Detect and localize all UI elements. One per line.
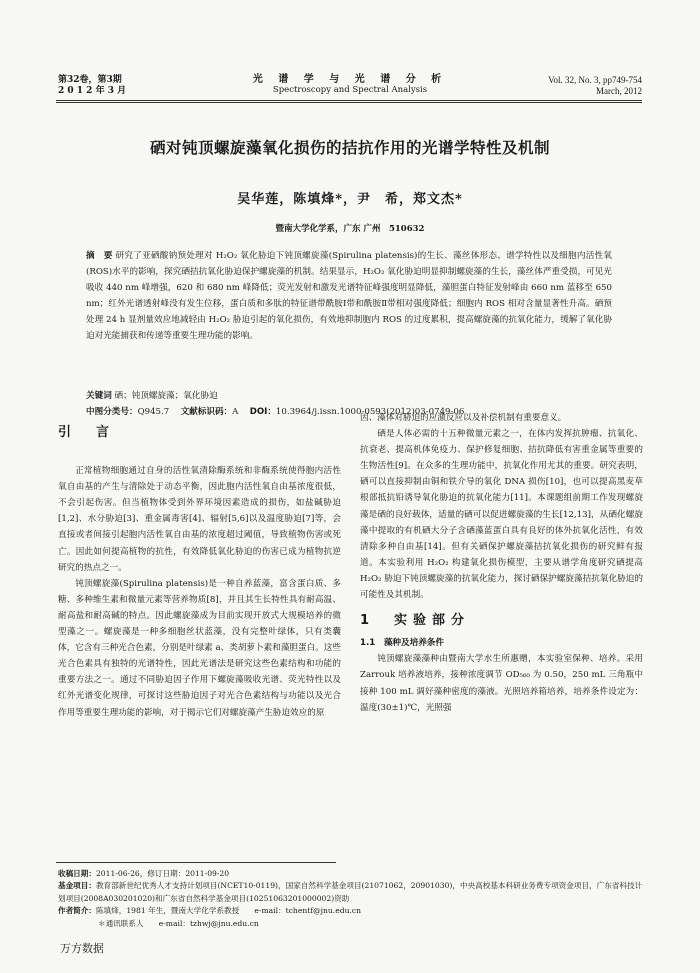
paper-title: 硒对钝顶螺旋藻氧化损伤的拮抗作用的光谱学特性及机制 bbox=[149, 139, 550, 157]
abstract bbox=[86, 248, 612, 345]
author-bio-label: 作者简介： bbox=[58, 906, 96, 916]
corresponding-author: ＊通讯联系人 e-mail：tzhwj@jnu.edu.cn bbox=[98, 918, 259, 928]
abstract-label: 摘 要 bbox=[86, 251, 113, 261]
author-list: 吴华莲，陈填烽*，尹 希，郑文杰* bbox=[237, 192, 463, 207]
watermark: 万方数据 bbox=[60, 942, 104, 955]
doc-code-value: A bbox=[232, 407, 239, 417]
section-experimental-heading: 1 实验部分 bbox=[360, 613, 471, 629]
doi-value: 10.3964/j.issn.1000-0593(2012)03-0749-06 bbox=[275, 407, 465, 417]
right-column bbox=[360, 410, 643, 716]
doc-code-label: 文献标识码： bbox=[180, 407, 233, 417]
date-en: March, 2012 bbox=[596, 86, 642, 96]
fund-text: 教育部新世纪优秀人才支持计划项目(NCET10-0119)，国家自然科学基金项目(21071062，20901030)，中央高校基本科研业务费专项资金项目，广东省科技计划项目(2008A030201020)和广东省自然科学基金项目(10251063201000002)资助 bbox=[58, 881, 643, 903]
volume-issue-en: Vol. 32, No. 3, pp749-754 bbox=[548, 75, 642, 85]
header-volume-en bbox=[548, 75, 642, 97]
date-cn: 2 0 1 2 年 3 月 bbox=[58, 86, 127, 96]
header-journal bbox=[240, 74, 460, 96]
intro-paragraph-continued: 因、藻体对胁迫的应激反应以及补偿机制有重要意义。 bbox=[360, 413, 567, 423]
received-date: 2011-06-26，修订日期：2011-09-20 bbox=[95, 869, 230, 878]
intro-paragraph-2: 钝顶螺旋藻(Spirulina platensis)是一种自养蓝藻，富含蛋白质、多糖、多种维生素和微量元素等营养物质[8]，并且其生长特性具有耐高温、耐高盐和耐高碱的特点。因此螺旋藻成为目前实现开放式大规模培养的微型藻之一。螺旋藻是一种多细胞丝状蓝藻，没有完整叶绿体，只有类囊体，它含有三种光合色素，分别是叶绿素 a、类胡萝卜素和藻胆蛋白。这些光合色素具有独特的光谱特性，因此光谱法是研究这些色素结构和功能的重要方法之一。通过不同胁迫因子作用下螺旋藻吸收光谱、荧光特性以及红外光谱变化规律，可探讨这些胁迫因子对光合色素结构与功能以及光合作用等重要生理功能的影响，对于揭示它们对螺旋藻产生胁迫效应的原 bbox=[58, 578, 341, 718]
affiliation: 暨南大学化学系，广东 广州 510632 bbox=[275, 224, 425, 234]
footnote-rule bbox=[56, 862, 336, 863]
culture-paragraph: 钝顶螺旋藻藻种由暨南大学水生所惠赠，本实验室保种、培养。采用 Zarrouk 培养液培养，接种浓度调节 OD₅₆₀ 为 0.50，250 mL 三角瓶中接种 100 mL 调好藻种密度的藻液。光照培养箱培养，培养条件设定为：温度(30±1)℃，光照强 bbox=[360, 654, 643, 713]
intro-paragraph-3: 硒是人体必需的十五种微量元素之一，在体内发挥抗肿瘤、抗氧化、抗衰老、提高机体免疫力、保护修复细胞、拮抗降低有害重金属等重要的生物活性[9]。在众多的生理功能中，抗氧化作用尤其的重要。研究表明，硒可以直接抑制由铜和铁介导的氧化 DNA 损伤[10]，也可以提高黑麦草根部抵抗铅诱导氧化胁迫的抗氧化能力[11]。本课题组前期工作发现螺旋藻是硒的良好载体，适量的硒可以促进螺旋藻的生长[12,13]，从硒化螺旋藻中提取的有机硒大分子含硒藻蓝蛋白具有良好的体外抗氧化活性，有效清除多种自由基[14]。但有关硒保护螺旋藻拮抗氧化损伤的研究鲜有报道。本实验利用 H₂O₂ 构建氧化损伤模型，主要从谱学角度研究硒提高 H₂O₂ 胁迫下钝顶螺旋藻的抗氧化能力，探讨硒保护螺旋藻拮抗氧化胁迫的可能性及其机制。 bbox=[360, 429, 643, 601]
intro-paragraph-1: 正常植物细胞通过自身的活性氧清除酶系统和非酶系统使得胞内活性氧自由基的产生与清除处于动态平衡，因此胞内活性氧自由基浓度很低，不会引起伤害。但当植物体受到外界环境因素造成的损伤，如盐碱胁迫[1,2]、水分胁迫[3]、重金属毒害[4]、辐射[5,6]以及温度胁迫[7]等，会直接或者间接引起胞内活性氧自由基的浓度超过阈值，导致植物伤害或死亡。因此如何提高植物的抗性，有效降低氧化胁迫的伤害已成为植物抗逆研究的热点之一。 bbox=[58, 466, 341, 573]
keywords-label: 关键词 bbox=[86, 391, 112, 401]
header-rule-top bbox=[56, 100, 642, 101]
doi-label: DOI： bbox=[249, 407, 276, 417]
journal-title-en: Spectroscopy and Spectral Analysis bbox=[272, 85, 428, 95]
clc-value: Q945.7 bbox=[137, 407, 170, 417]
volume-issue-cn: 第32卷，第3期 bbox=[58, 75, 122, 85]
abstract-text: 研究了亚硒酸钠预处理对 H₂O₂ 氧化胁迫下钝顶螺旋藻(Spirulina platensis)的生长、藻丝体形态、谱学特性以及细胞内活性氧(ROS)水平的影响，探究硒拮抗氧化胁迫保护螺旋藻的机制。结果显示，H₂O₂ 氧化胁迫明显抑制螺旋藻的生长，藻丝体严重受损，可见光吸收 440 nm 峰增强，620 和 680 nm 峰降低；荧光发射和激发光谱特征峰强度明显降低，藻胆蛋白特征发射峰由 660 nm 蓝移至 650 nm；红外光谱透射峰没有发生位移，蛋白质和多肽的特征谱带酰胺Ⅰ带和酰胺Ⅱ带相对强度降低；细胞内 ROS 相对含量显著性升高。硒预处理 24 h 显剂量效应地减轻由 H₂O₂ 胁迫引起的氧化损伤，有效地抑制胞内 ROS 的过度累积，提高螺旋藻的抗氧化能力，缓解了氧化胁迫对光能捕获和传递等重要生理功能的影响。 bbox=[86, 251, 612, 342]
section-intro-heading: 引 言 bbox=[58, 425, 116, 440]
subsection-culture-heading: 1.1 藻种及培养条件 bbox=[360, 638, 444, 649]
clc-label: 中图分类号： bbox=[86, 407, 138, 417]
header-rule-bottom bbox=[56, 102, 642, 103]
received-label: 收稿日期： bbox=[58, 869, 96, 878]
footnotes bbox=[58, 868, 648, 930]
left-column bbox=[58, 425, 341, 721]
fund-label: 基金项目： bbox=[58, 881, 96, 891]
keywords-text: 硒；钝顶螺旋藻；氧化胁迫 bbox=[114, 391, 218, 401]
journal-title-cn: 光 谱 学 与 光 谱 分 析 bbox=[252, 74, 448, 85]
header-volume-cn bbox=[58, 75, 126, 97]
author-bio-text: 陈填烽，1981 年生，暨南大学化学系教授 e-mail：tchentf@jnu.edu.cn bbox=[95, 906, 362, 916]
